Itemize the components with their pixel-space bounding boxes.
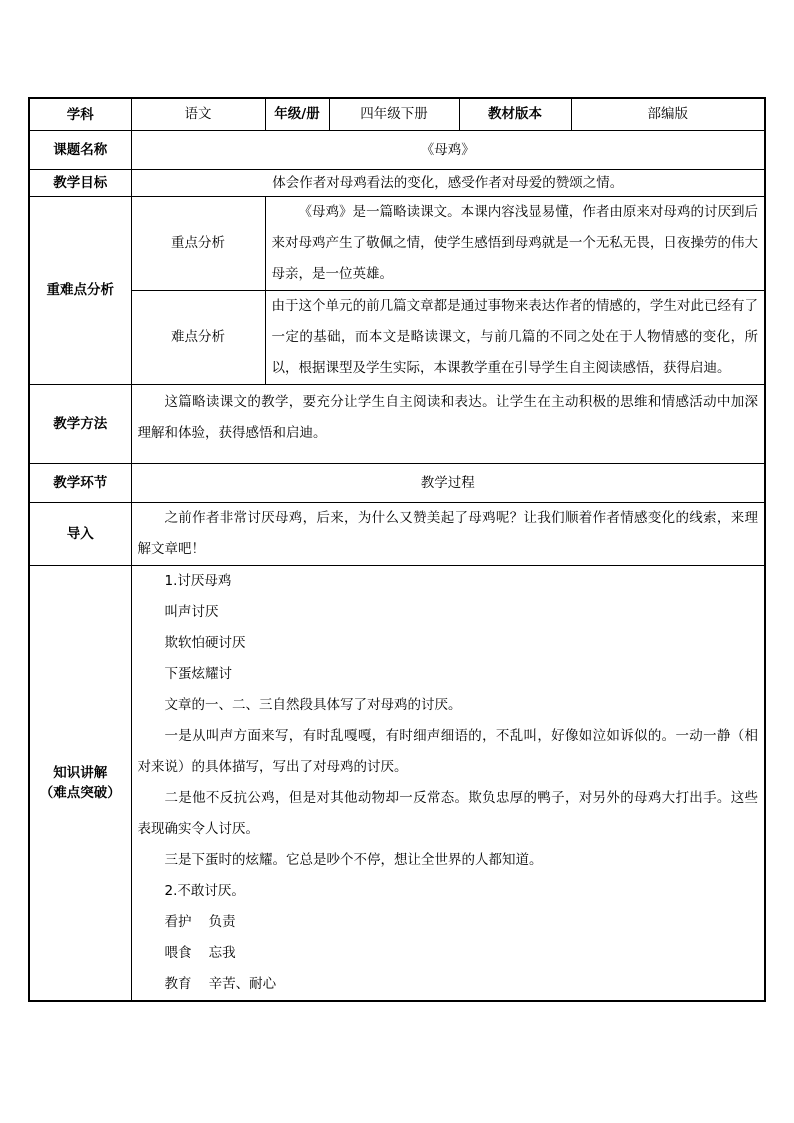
knowledge-row bbox=[29, 566, 765, 1002]
knowledge-line: 二是他不反抗公鸡，但是对其他动物却一反常态。欺负忠厚的鸭子，对另外的母鸡大打出手。这些表现确实令人讨厌。 bbox=[137, 790, 758, 837]
difficult-analysis-label: 难点分析 bbox=[131, 291, 265, 385]
knowledge-line: 文章的一、二、三自然段具体写了对母鸡的讨厌。 bbox=[164, 697, 462, 713]
knowledge-content bbox=[131, 566, 765, 1002]
lesson-plan-table bbox=[28, 97, 766, 1002]
method-text: 这篇略读课文的教学，要充分让学生自主阅读和表达。让学生在主动积极的思维和情感活动中加深理解和体验，获得感悟和启迪。 bbox=[131, 385, 765, 464]
knowledge-line: 欺软怕硬讨厌 bbox=[164, 635, 246, 651]
knowledge-line: 2.不敢讨厌。 bbox=[164, 883, 245, 899]
knowledge-label-main: 知识讲解 bbox=[53, 765, 108, 781]
difficult-analysis-text: 由于这个单元的前几篇文章都是通过事物来表达作者的情感的，学生对此已经有了一定的基础，而本文是略读课文，与前几篇的不同之处在于人物情感的变化，所以，根据课型及学生实际，本课教学重在引导学生自主阅读感悟，获得启迪。 bbox=[265, 291, 765, 385]
goal-row bbox=[29, 170, 765, 197]
method-row bbox=[29, 385, 765, 464]
grade-label: 年级/册 bbox=[265, 98, 329, 131]
key-analysis-text: 《母鸡》是一篇略读课文。本课内容浅显易懂，作者由原来对母鸡的讨厌到后来对母鸡产生了敬佩之情，使学生感悟到母鸡就是一个无私无畏，日夜操劳的伟大母亲，是一位英雄。 bbox=[265, 197, 765, 291]
grade-value: 四年级下册 bbox=[329, 98, 459, 131]
subject-value: 语文 bbox=[131, 98, 265, 131]
stage-label: 教学环节 bbox=[29, 464, 131, 503]
key-analysis-row bbox=[29, 197, 765, 291]
knowledge-line: 教育 辛苦、耐心 bbox=[164, 976, 277, 992]
knowledge-line: 叫声讨厌 bbox=[164, 604, 219, 620]
title-value: 《母鸡》 bbox=[131, 131, 765, 170]
process-header-row bbox=[29, 464, 765, 503]
title-label: 课题名称 bbox=[29, 131, 131, 170]
subject-label: 学科 bbox=[29, 98, 131, 131]
goal-label: 教学目标 bbox=[29, 170, 131, 197]
knowledge-label bbox=[29, 566, 131, 1002]
difficult-analysis-row bbox=[29, 291, 765, 385]
knowledge-line: 1.讨厌母鸡 bbox=[164, 573, 232, 589]
intro-text: 之前作者非常讨厌母鸡，后来，为什么又赞美起了母鸡呢？让我们顺着作者情感变化的线索，来理解文章吧！ bbox=[131, 503, 765, 566]
header-row bbox=[29, 98, 765, 131]
goal-value: 体会作者对母鸡看法的变化，感受作者对母爱的赞颂之情。 bbox=[131, 170, 765, 197]
title-row bbox=[29, 131, 765, 170]
method-label: 教学方法 bbox=[29, 385, 131, 464]
intro-label: 导入 bbox=[29, 503, 131, 566]
edition-label: 教材版本 bbox=[459, 98, 571, 131]
knowledge-line: 看护 负责 bbox=[164, 914, 236, 930]
edition-value: 部编版 bbox=[571, 98, 765, 131]
knowledge-line: 下蛋炫耀讨 bbox=[164, 666, 232, 682]
key-analysis-label: 重点分析 bbox=[131, 197, 265, 291]
analysis-label: 重难点分析 bbox=[29, 197, 131, 385]
knowledge-line: 三是下蛋时的炫耀。它总是吵个不停，想让全世界的人都知道。 bbox=[164, 852, 543, 868]
intro-row bbox=[29, 503, 765, 566]
knowledge-line: 一是从叫声方面来写，有时乱嘎嘎，有时细声细语的，不乱叫，好像如泣如诉似的。一动一静（相对来说）的具体描写，写出了对母鸡的讨厌。 bbox=[137, 728, 758, 775]
process-label: 教学过程 bbox=[131, 464, 765, 503]
knowledge-label-sub: （难点突破） bbox=[39, 785, 121, 801]
knowledge-line: 喂食 忘我 bbox=[164, 945, 236, 961]
